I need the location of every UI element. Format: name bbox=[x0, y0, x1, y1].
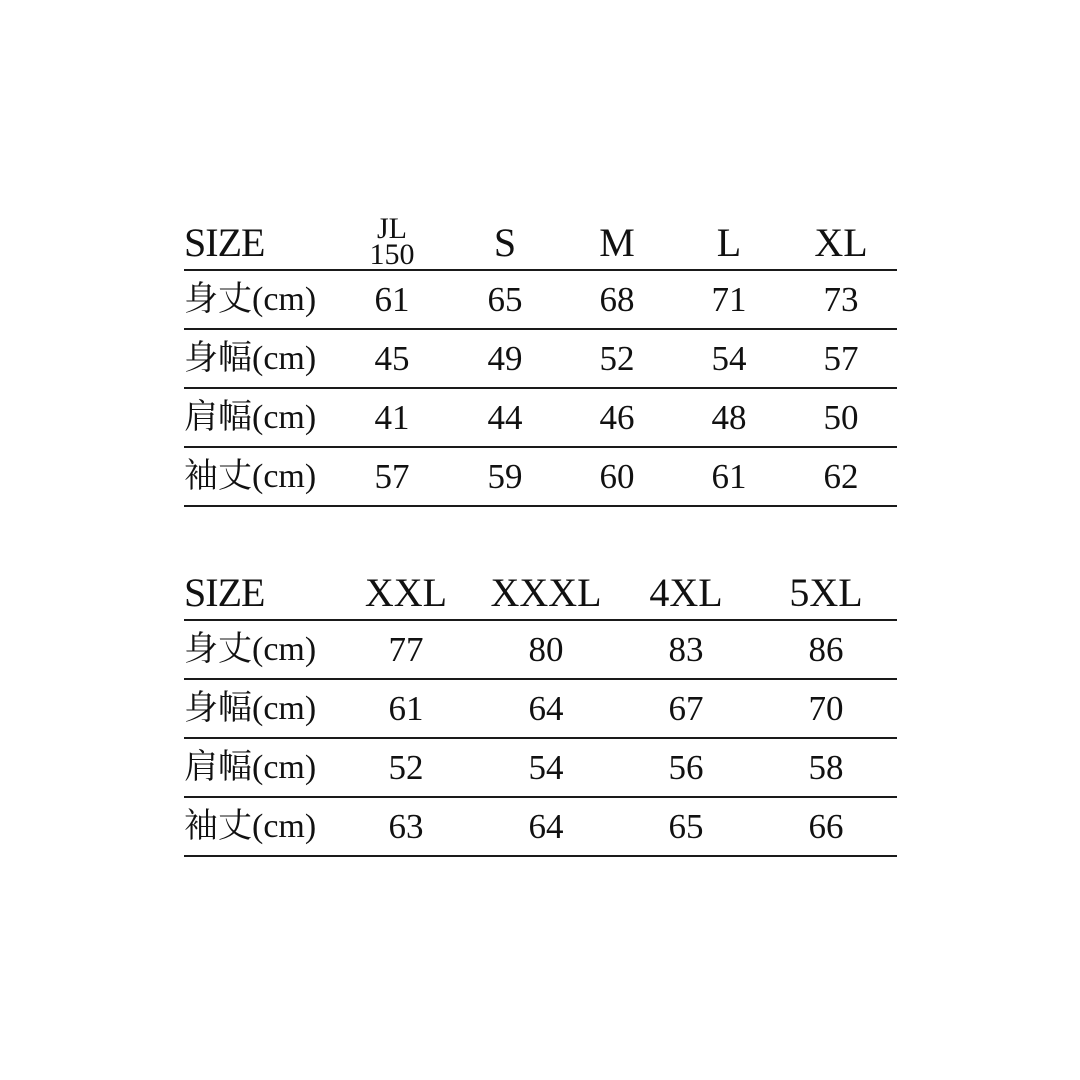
table-cell: 65 bbox=[668, 807, 704, 846]
row-label: 袖丈(cm) bbox=[184, 808, 317, 845]
table-cell: 60 bbox=[599, 457, 635, 496]
table-row-body-width bbox=[184, 330, 897, 389]
table-cell: 86 bbox=[808, 630, 844, 669]
table-cell: 50 bbox=[823, 398, 859, 437]
table-cell: 80 bbox=[528, 630, 564, 669]
size-jl-label: JL bbox=[377, 212, 407, 245]
size-header-label: SIZE bbox=[184, 220, 265, 265]
table-cell: 56 bbox=[668, 748, 704, 787]
table-cell: 67 bbox=[668, 689, 704, 728]
table-row-shoulder-width bbox=[184, 389, 897, 448]
row-label: 身幅(cm) bbox=[184, 690, 317, 727]
table-cell: 41 bbox=[374, 398, 410, 437]
size-header-xxxl: XXXL bbox=[490, 570, 602, 615]
table-cell: 54 bbox=[711, 339, 747, 378]
size-chart-table-1 bbox=[184, 212, 897, 507]
table-cell: 64 bbox=[528, 807, 564, 846]
size-header-xxl: XXL bbox=[364, 570, 448, 615]
size-header-s: S bbox=[493, 220, 517, 265]
table-cell: 66 bbox=[808, 807, 844, 846]
row-label: 肩幅(cm) bbox=[184, 399, 317, 436]
table-row-shoulder-width bbox=[184, 739, 897, 798]
table-cell: 48 bbox=[711, 398, 747, 437]
table-cell: 61 bbox=[388, 689, 424, 728]
table-row-sleeve-length bbox=[184, 448, 897, 507]
table-cell: 61 bbox=[711, 457, 747, 496]
table-cell: 65 bbox=[487, 280, 523, 319]
table-cell: 77 bbox=[388, 630, 424, 669]
table-cell: 68 bbox=[599, 280, 635, 319]
table-cell: 59 bbox=[487, 457, 523, 496]
row-label: 身丈(cm) bbox=[184, 281, 317, 318]
table-cell: 45 bbox=[374, 339, 410, 378]
table-cell: 64 bbox=[528, 689, 564, 728]
row-label: 袖丈(cm) bbox=[184, 458, 317, 495]
size-header-l: L bbox=[716, 220, 742, 265]
table-row-sleeve-length bbox=[184, 798, 897, 857]
table-cell: 46 bbox=[599, 398, 635, 437]
size-header-5xl: 5XL bbox=[789, 570, 863, 615]
table-cell: 63 bbox=[388, 807, 424, 846]
size-150-label: 150 bbox=[369, 238, 415, 271]
table-cell: 49 bbox=[487, 339, 523, 378]
table-row-body-width bbox=[184, 680, 897, 739]
table-row-body-length bbox=[184, 621, 897, 680]
size-header-m: M bbox=[599, 220, 635, 265]
size-header-xl: XL bbox=[814, 220, 868, 265]
table-header-row bbox=[184, 562, 897, 621]
row-label: 身丈(cm) bbox=[184, 631, 317, 668]
table-row-body-length bbox=[184, 271, 897, 330]
size-jl150-header bbox=[370, 212, 415, 269]
table-cell: 44 bbox=[487, 398, 523, 437]
size-chart-table-2 bbox=[184, 562, 897, 857]
table-cell: 61 bbox=[374, 280, 410, 319]
table-cell: 54 bbox=[528, 748, 564, 787]
table-cell: 52 bbox=[599, 339, 635, 378]
table-cell: 70 bbox=[808, 689, 844, 728]
size-header-4xl: 4XL bbox=[649, 570, 723, 615]
table-cell: 62 bbox=[823, 457, 859, 496]
row-label: 身幅(cm) bbox=[184, 340, 317, 377]
table-cell: 83 bbox=[668, 630, 704, 669]
table-cell: 71 bbox=[711, 280, 747, 319]
row-label: 肩幅(cm) bbox=[184, 749, 317, 786]
table-cell: 57 bbox=[823, 339, 859, 378]
table-header-row bbox=[184, 212, 897, 271]
table-cell: 57 bbox=[374, 457, 410, 496]
size-header-label: SIZE bbox=[184, 570, 265, 615]
table-cell: 58 bbox=[808, 748, 844, 787]
table-cell: 73 bbox=[823, 280, 859, 319]
table-cell: 52 bbox=[388, 748, 424, 787]
